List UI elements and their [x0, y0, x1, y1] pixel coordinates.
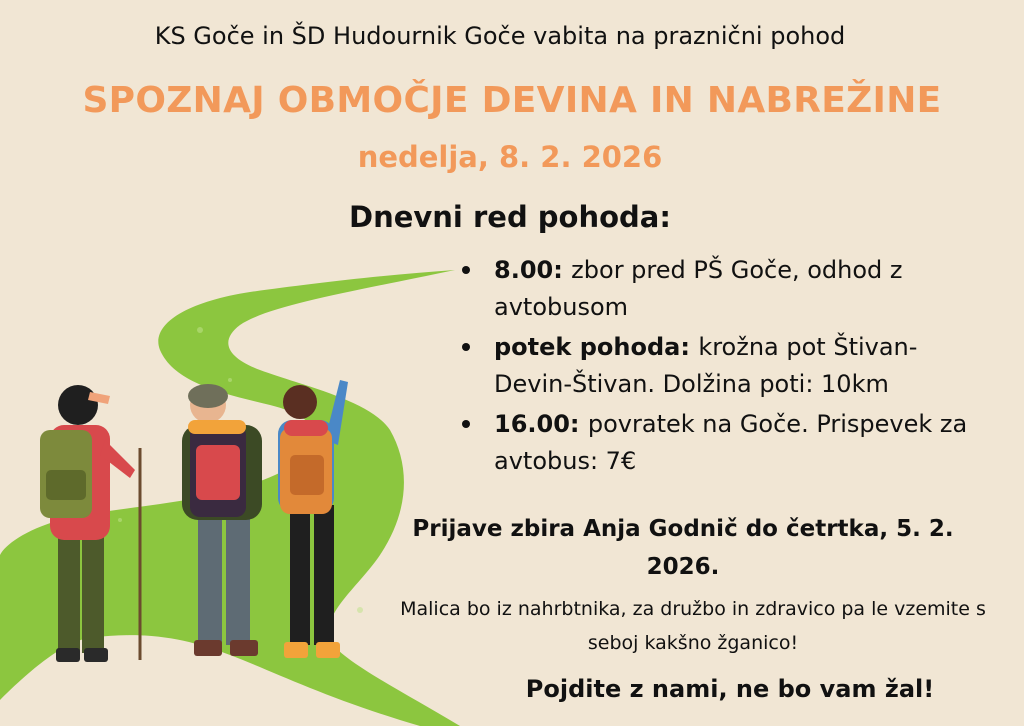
event-title: SPOZNAJ OBMOČJE DEVINA IN NABREŽINE — [82, 80, 942, 121]
agenda-heading: Dnevni red pohoda: — [349, 200, 671, 234]
invitation-line: KS Goče in ŠD Hudournik Goče vabita na praznični pohod — [154, 22, 846, 50]
agenda-list — [460, 252, 970, 483]
bullet-icon — [462, 420, 470, 428]
agenda-item-text: povratek na Goče. Prispevek za avtobus: 7€ — [494, 410, 968, 475]
agenda-item-text: zbor pred PŠ Goče, odhod z avtobusom — [494, 256, 903, 321]
agenda-item — [460, 329, 970, 403]
agenda-item-text: krožna pot Štivan-Devin-Štivan. Dolžina poti: 10km — [494, 333, 918, 398]
bullet-icon — [462, 266, 470, 274]
signup-info: Prijave zbira Anja Godnič do četrtka, 5. 2. 2026. — [412, 516, 954, 580]
agenda-item-key: 16.00: — [494, 410, 588, 438]
event-date: nedelja, 8. 2. 2026 — [357, 140, 663, 174]
closing-line: Pojdite z nami, ne bo vam žal! — [525, 675, 935, 703]
lunch-note: Malica bo iz nahrbtnika, za družbo in zdravico pa le vzemite s seboj kakšno žganico! — [400, 598, 986, 654]
agenda-item — [460, 406, 970, 480]
agenda-item — [460, 252, 970, 326]
agenda-item-key: potek pohoda: — [494, 333, 699, 361]
bullet-icon — [462, 343, 470, 351]
agenda-item-key: 8.00: — [494, 256, 572, 284]
